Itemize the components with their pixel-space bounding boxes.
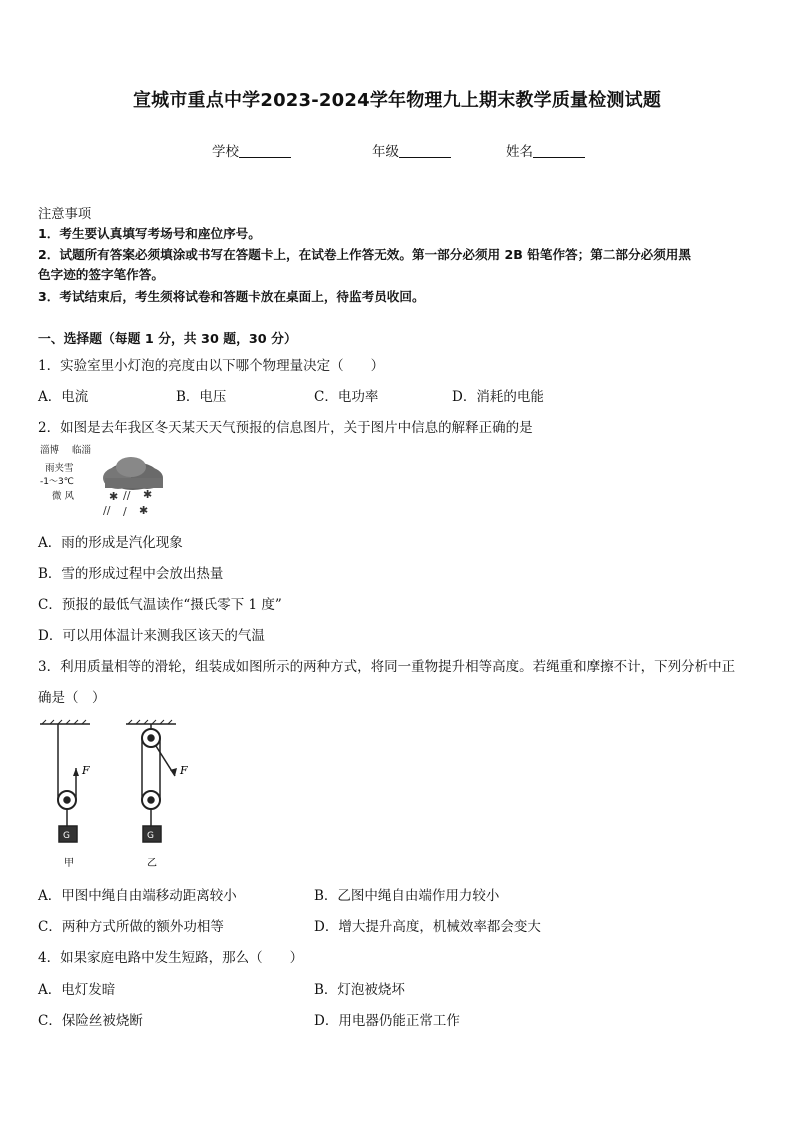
question-2-stem: 2．如图是去年我区冬天某天天气预报的信息图片，关于图片中信息的解释正确的是 [38,420,533,436]
q2-option-a[interactable]: A．雨的形成是汽化现象 [38,535,183,551]
school-field[interactable] [212,140,291,160]
grade-blank[interactable] [399,143,451,158]
figure-label-yi: 乙 [147,858,157,869]
section-heading: 一、选择题（每题 1 分，共 30 题，30 分） [38,332,297,347]
q2-option-b[interactable]: B．雪的形成过程中会放出热量 [38,566,224,582]
question-4-stem: 4．如果家庭电路中发生短路，那么（ ） [38,950,304,966]
question-3-stem-line1: 3．利用质量相等的滑轮，组装成如图所示的两种方式，将同一重物提升相等高度。若绳重和摩擦不计，下列分析中正 [38,659,736,675]
weather-condition: 雨夹雪 [45,463,74,474]
q1-option-a[interactable]: A．电流 [38,389,89,405]
svg-text:✱: ✱ [143,488,153,501]
school-label: 学校 [212,144,239,160]
name-field[interactable] [506,140,585,160]
q4-option-b[interactable]: B．灯泡被烧坏 [314,982,405,998]
figure-label-jia: 甲 [64,858,74,869]
q3-option-d[interactable]: D．增大提升高度，机械效率都会变大 [314,919,541,935]
q2-option-d[interactable]: D．可以用体温计来测我区该天的气温 [38,628,265,644]
q2-option-c[interactable]: C．预报的最低气温读作“摄氏零下 1 度” [38,597,282,613]
q1-option-b[interactable]: B．电压 [176,389,227,405]
q3-option-c[interactable]: C．两种方式所做的额外功相等 [38,919,224,935]
weather-city-left: 淄博 [40,445,60,456]
q1-option-d[interactable]: D．消耗的电能 [452,389,544,405]
load-label-left: G [63,831,70,841]
force-label-right: F [180,764,188,777]
name-label: 姓名 [506,144,533,160]
load-label-right: G [147,831,154,841]
notice-item-2-cont: 色字迹的签字笔作答。 [38,267,164,282]
school-blank[interactable] [239,143,291,158]
force-label-left: F [82,764,90,777]
page-title: 宣城市重点中学2023-2024学年物理九上期末教学质量检测试题 [132,90,662,111]
weather-city-right: 临淄 [72,445,92,456]
notice-item-1: 1．考生要认真填写考场号和座位序号。 [38,226,261,241]
notice-heading: 注意事项 [38,207,92,222]
svg-text:✱: ✱ [139,504,149,517]
sleet-cloud-icon [93,454,173,520]
pulley-diagram [34,716,204,872]
notice-item-2: 2．试题所有答案必须填涂或书写在答题卡上，在试卷上作答无效。第一部分必须用 2B 铅笔作答；第二部分必须用黑 [38,247,691,262]
question-3-stem-line2: 确是（ ） [38,690,106,706]
notice-item-3: 3．考试结束后，考生须将试卷和答题卡放在桌面上，待监考员收回。 [38,289,425,304]
q3-option-a[interactable]: A．甲图中绳自由端移动距离较小 [38,888,237,904]
q4-option-a[interactable]: A．电灯发暗 [38,982,116,998]
weather-temp: -1～3℃ [40,477,74,487]
svg-text:∕: ∕ [123,505,127,518]
svg-text:∕∕: ∕∕ [123,489,131,502]
weather-wind: 微 风 [52,491,75,502]
name-blank[interactable] [533,143,585,158]
grade-field[interactable] [372,140,451,160]
weather-figure [38,442,178,522]
q4-option-c[interactable]: C．保险丝被烧断 [38,1013,143,1029]
question-1-stem: 1．实验室里小灯泡的亮度由以下哪个物理量决定（ ） [38,358,385,374]
q3-option-b[interactable]: B．乙图中绳自由端作用力较小 [314,888,500,904]
q4-option-d[interactable]: D．用电器仍能正常工作 [314,1013,460,1029]
q1-option-c[interactable]: C．电功率 [314,389,379,405]
svg-text:✱: ✱ [109,490,119,503]
svg-text:∕∕: ∕∕ [103,504,111,517]
grade-label: 年级 [372,144,399,160]
